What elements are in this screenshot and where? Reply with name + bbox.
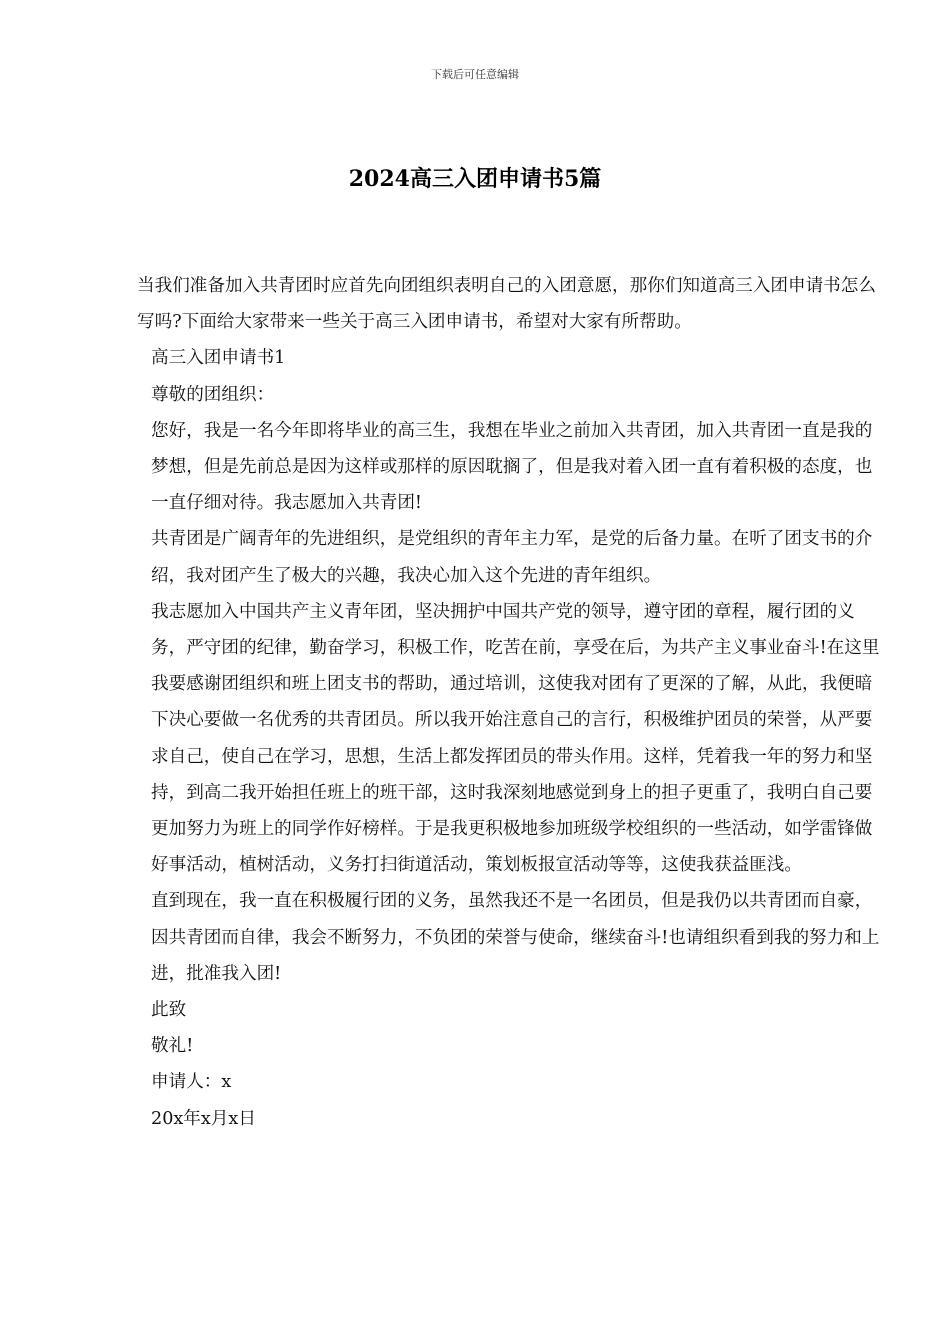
document-title: 2024高三入团申请书5篇 xyxy=(348,166,602,192)
date-line: 20x年x月x日 xyxy=(151,1108,256,1129)
body-paragraph: 我志愿加入中国共产主义青年团，坚决拥护中国共产党的领导，遵守团的章程，履行团的义务，严守团的纪律，勤奋学习，积极工作，吃苦在前，享受在后，为共产主义事业奋斗!在这里我要感谢团组织和班上团支书的帮助，通过培训，这使我对团有了更深的了解，从此，我便暗下决心要做一名优秀的共青团员。所以我开始注意自己的言行，积极维护团员的荣誉，从严要求自己，使自己在学习，思想，生活上都发挥团员的带头作用。这样，凭着我一年的努力和坚持，到高二我开始担任班上的班干部，这时我深刻地感觉到身上的担子更重了，我明白自己要更加努力为班上的同学作好榜样。于是我更积极地参加班级学校组织的一些活动，如学雷锋做好事活动，植树活动，义务打扫街道活动，策划板报宣活动等等，这使我获益匪浅。 xyxy=(151,601,880,876)
document-body xyxy=(137,268,887,1137)
section-heading: 高三入团申请书1 xyxy=(151,348,286,369)
header-note: 下载后可任意编辑 xyxy=(431,68,519,81)
salutation: 尊敬的团组织： xyxy=(151,384,275,405)
body-paragraph: 共青团是广阔青年的先进组织，是党组织的青年主力军，是党的后备力量。在听了团支书的介绍，我对团产生了极大的兴趣，我决心加入这个先进的青年组织。 xyxy=(151,529,873,586)
closing-greeting: 敬礼! xyxy=(151,1036,194,1057)
closing-line: 此致 xyxy=(151,1000,187,1021)
intro-paragraph: 当我们准备加入共青团时应首先向团组织表明自己的入团意愿，那你们知道高三入团申请书怎么写吗?下面给大家带来一些关于高三入团申请书，希望对大家有所帮助。 xyxy=(137,276,876,333)
body-paragraph: 您好，我是一名今年即将毕业的高三生，我想在毕业之前加入共青团，加入共青团一直是我的梦想，但是先前总是因为这样或那样的原因耽搁了，但是我对着入团一直有着积极的态度，也一直仔细对待。我志愿加入共青团! xyxy=(151,420,873,514)
applicant-line: 申请人：x xyxy=(151,1072,232,1093)
body-paragraph: 直到现在，我一直在积极履行团的义务，虽然我还不是一名团员，但是我仍以共青团而自豪，因共青团而自律，我会不断努力，不负团的荣誉与使命，继续奋斗!也请组织看到我的努力和上进，批准我入团! xyxy=(151,891,880,984)
